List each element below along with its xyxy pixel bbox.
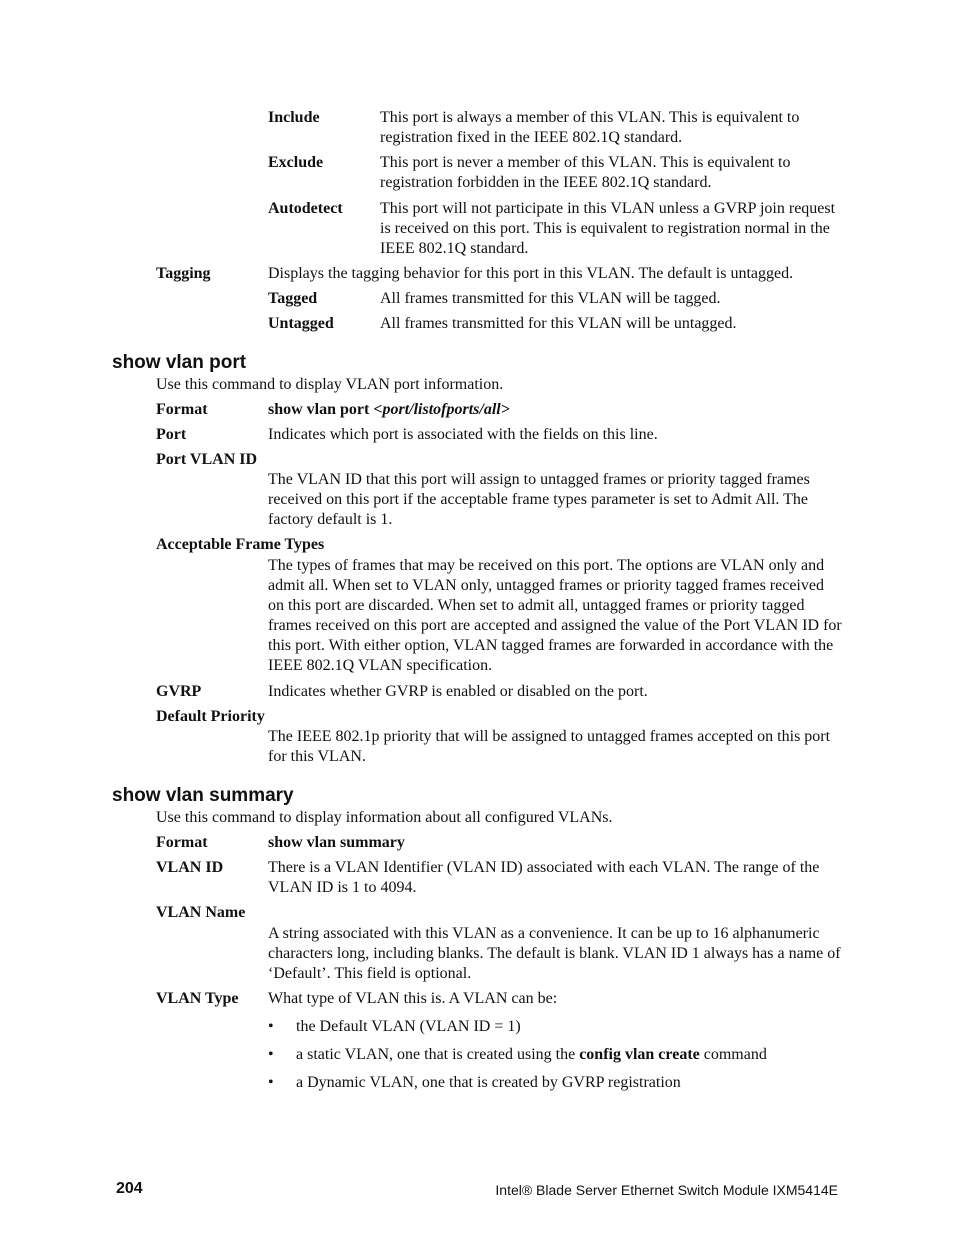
show-vlan-port-intro: Use this command to display VLAN port information. xyxy=(156,376,504,393)
vlan-id-desc: There is a VLAN Identifier (VLAN ID) associated with each VLAN. The range of the VLAN ID is 1 to 4094. xyxy=(268,859,820,896)
tagging-desc: Displays the tagging behavior for this port in this VLAN. The default is untagged. xyxy=(268,265,794,282)
vlan-id-term: VLAN ID xyxy=(156,859,224,876)
port-desc: Indicates which port is associated with the fields on this line. xyxy=(268,426,658,443)
footer-title: Intel® Blade Server Ethernet Switch Module IXM5414E xyxy=(495,1182,838,1198)
port-vlan-id-term: Port VLAN ID xyxy=(156,451,258,468)
tagged-term: Tagged xyxy=(268,290,318,307)
summary-format-command: show vlan summary xyxy=(268,834,405,851)
gvrp-term: GVRP xyxy=(156,683,202,700)
gvrp-desc: Indicates whether GVRP is enabled or disabled on the port. xyxy=(268,683,648,700)
format-command xyxy=(268,400,510,420)
exclude-term: Exclude xyxy=(268,154,324,171)
default-priority-term: Default Priority xyxy=(156,708,265,725)
bullet-text: command xyxy=(699,1046,767,1063)
format-command-name: show vlan port xyxy=(268,401,370,418)
untagged-term: Untagged xyxy=(268,315,334,332)
include-term: Include xyxy=(268,109,320,126)
bullet-item: a Dynamic VLAN, one that is created by GVRP registration xyxy=(296,1074,681,1091)
tagging-term: Tagging xyxy=(156,265,211,282)
section-heading-show-vlan-summary: show vlan summary xyxy=(112,785,294,806)
acceptable-frame-types-desc: The types of frames that may be received on this port. The options are VLAN only and admit all. When set to VLAN only, untagged frames or priority tagged frames received on this port are discarded. When set to admit all, untagged frames or priority tagged frames received on this port are accepted and assigned the value of the Port VLAN ID for this port. With either option, VLAN tagged frames are forwarded in accordance with the IEEE 802.1Q VLAN specification. xyxy=(268,557,842,674)
autodetect-desc: This port will not participate in this VLAN unless a GVRP join request is received on this port. This is equivalent to registration normal in the IEEE 802.1Q standard. xyxy=(380,200,836,257)
port-vlan-id-desc: The VLAN ID that this port will assign to untagged frames or priority tagged frames received on this port if the acceptable frame types parameter is set to Admit All. The factory default is 1. xyxy=(268,471,810,528)
bullet-command: config vlan create xyxy=(579,1046,700,1063)
bullet-marker: • xyxy=(268,1018,274,1035)
exclude-desc: This port is never a member of this VLAN. This is equivalent to registration forbidden in the IEEE 802.1Q standard. xyxy=(380,154,791,191)
bullet-item: the Default VLAN (VLAN ID = 1) xyxy=(296,1018,521,1035)
show-vlan-summary-intro: Use this command to display information about all configured VLANs. xyxy=(156,809,613,826)
summary-format-term: Format xyxy=(156,834,208,851)
format-command-arg: <port/listofports/all> xyxy=(373,401,510,418)
tagged-desc: All frames transmitted for this VLAN will be tagged. xyxy=(380,290,721,307)
bullet-marker: • xyxy=(268,1074,274,1091)
vlan-name-term: VLAN Name xyxy=(156,904,246,921)
acceptable-frame-types-term: Acceptable Frame Types xyxy=(156,536,325,553)
format-term: Format xyxy=(156,401,208,418)
vlan-type-term: VLAN Type xyxy=(156,990,239,1007)
bullet-item xyxy=(296,1045,767,1065)
autodetect-term: Autodetect xyxy=(268,200,343,217)
vlan-type-desc: What type of VLAN this is. A VLAN can be: xyxy=(268,990,558,1007)
bullet-text: a static VLAN, one that is created using the xyxy=(296,1046,580,1063)
section-heading-show-vlan-port: show vlan port xyxy=(112,352,247,373)
include-desc: This port is always a member of this VLAN. This is equivalent to registration fixed in the IEEE 802.1Q standard. xyxy=(380,109,800,146)
port-term: Port xyxy=(156,426,187,443)
bullet-marker: • xyxy=(268,1046,274,1063)
untagged-desc: All frames transmitted for this VLAN will be untagged. xyxy=(380,315,737,332)
page-number: 204 xyxy=(116,1180,143,1197)
vlan-name-desc: A string associated with this VLAN as a convenience. It can be up to 16 alphanumeric characters long, including blanks. The default is blank. VLAN ID 1 always has a name of ‘Default’. This field is optional. xyxy=(268,925,841,982)
default-priority-desc: The IEEE 802.1p priority that will be assigned to untagged frames accepted on this port for this VLAN. xyxy=(268,728,831,765)
